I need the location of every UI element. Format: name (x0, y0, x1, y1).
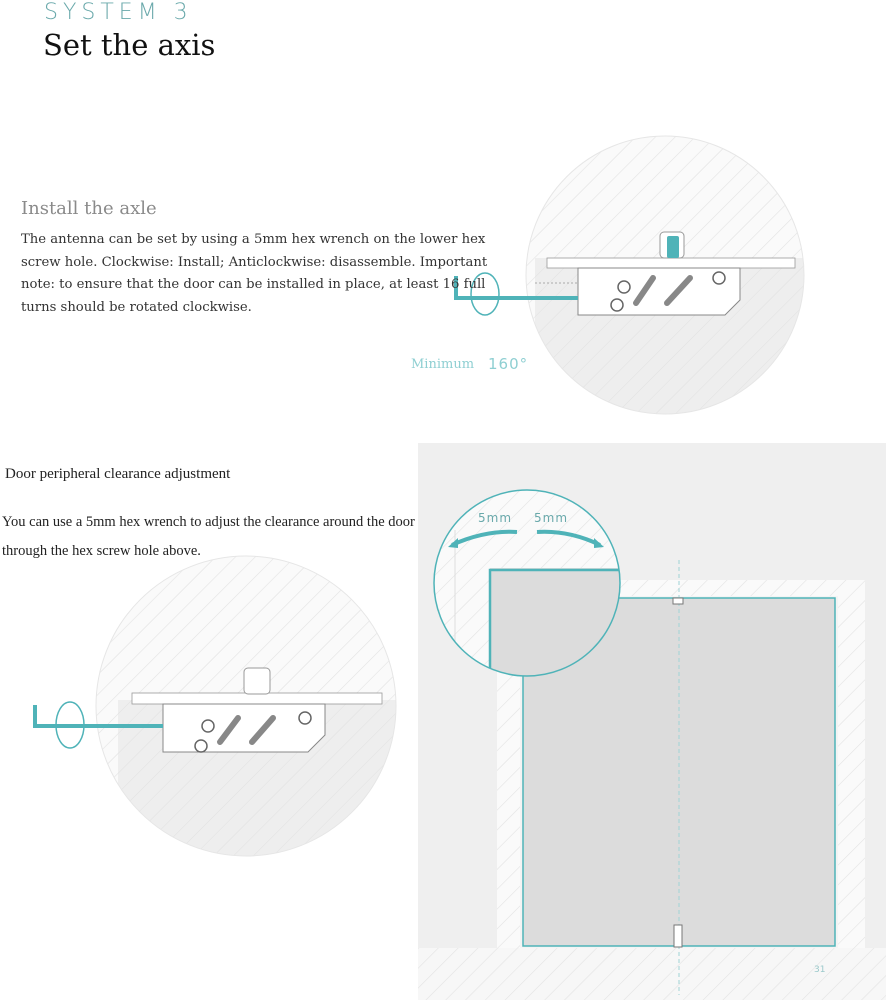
install-axle-body: The antenna can be set by using a 5mm hex wrench on the lower hex screw hole. Clockwise: Install; Anticlockwise: disassemble. Important note: to ensure that the door can be installed in place, at least 16 full turns should be rotated clockwise. (21, 232, 488, 315)
axle-install-diagram (456, 130, 825, 420)
clearance-heading: Door peripheral clearance adjustment (5, 466, 231, 482)
door-clearance-diagram (418, 443, 886, 1000)
page-title: Set the axis (43, 28, 216, 62)
minimum-angle: 160° (488, 355, 529, 373)
minimum-label: Minimum (411, 357, 475, 372)
clearance-mechanism-diagram (35, 550, 410, 870)
install-axle-heading: Install the axle (21, 198, 157, 219)
page-number: 31 (814, 965, 826, 975)
clearance-body: You can use a 5mm hex wrench to adjust the clearance around the door through the hex screw hole above. (2, 514, 415, 559)
gap-right-label: 5mm (534, 511, 569, 525)
section-kicker: SYSTEM 3 (44, 0, 193, 25)
gap-left-label: 5mm (478, 511, 513, 525)
